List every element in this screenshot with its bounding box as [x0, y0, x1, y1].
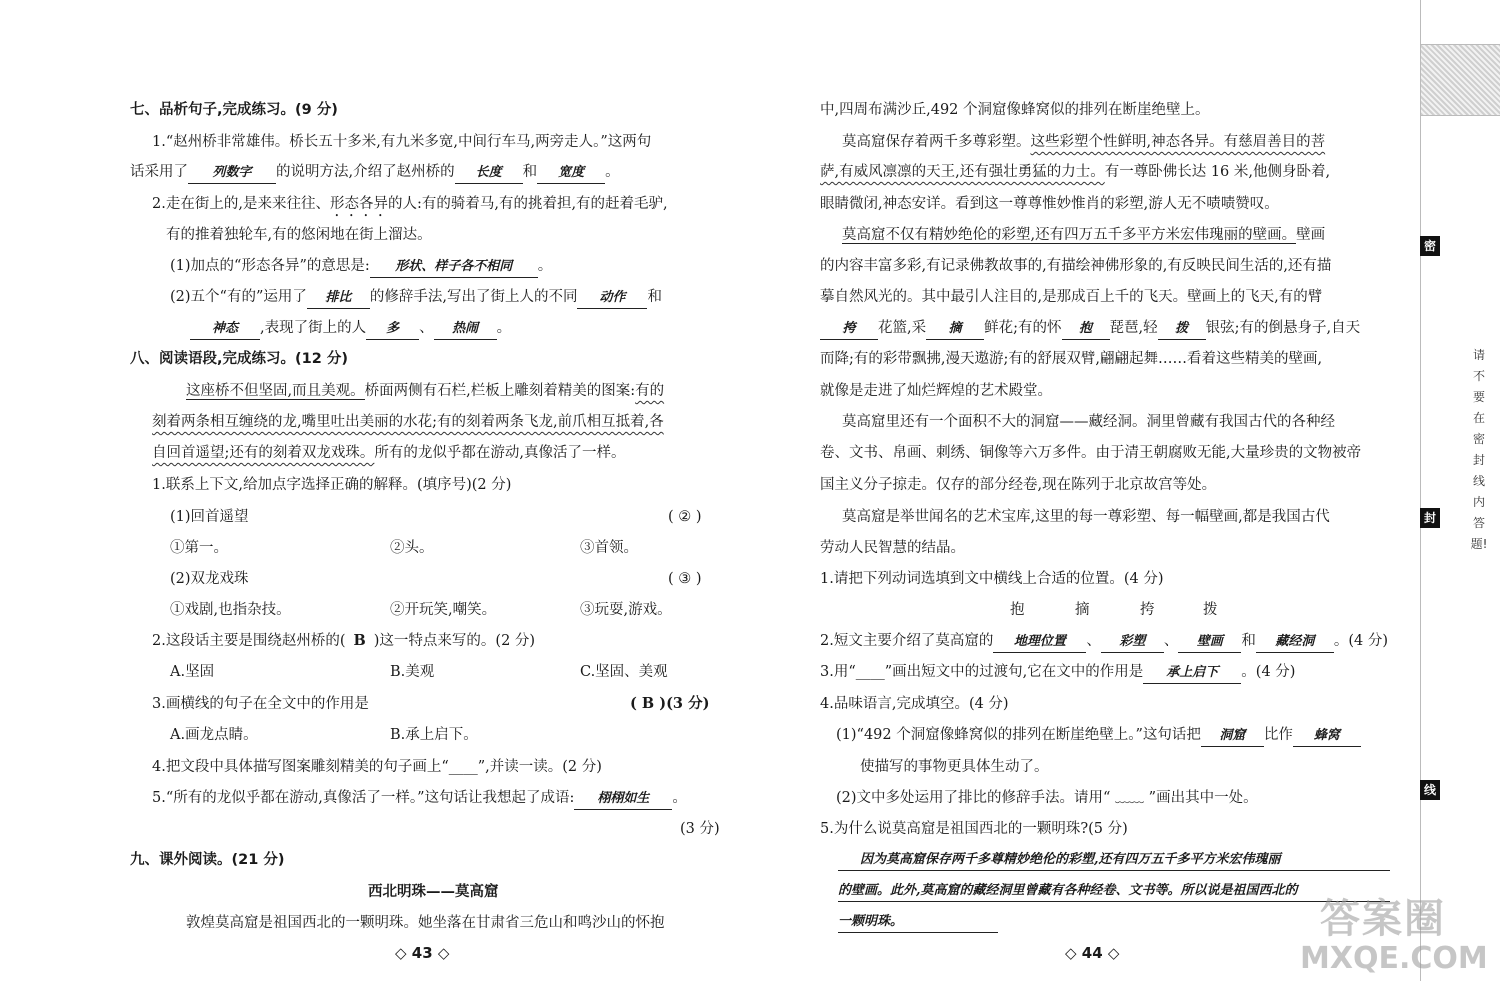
answer-blank: 洞窟 [1201, 726, 1264, 747]
text: 。(4 分) [1333, 633, 1388, 649]
q7-2-1 [170, 256, 552, 278]
article-line [820, 162, 1330, 182]
section-8-title: 八、阅读语段,完成练习。(12 分) [130, 351, 348, 367]
word-option: 挎 [1140, 602, 1155, 618]
seal-mark: 密 [1420, 236, 1440, 256]
option: B.承上启下。 [390, 727, 478, 743]
text: 莫高窟保存着两千多尊彩塑。 [842, 134, 1031, 150]
article-line [820, 318, 1360, 340]
watermark-url: MXQE.COM [1300, 941, 1488, 976]
wavy-underlined-text: 自回首遥望;还有的刻着双龙戏珠。 [152, 445, 375, 461]
answer-blank: 藏经洞 [1256, 632, 1334, 653]
text: 有一尊卧佛长达 16 米,他侧身卧着, [1104, 164, 1331, 180]
q7-1-line1: 1.“赵州桥非常雄伟。桥长五十多米,有九米多宽,中间行车马,两旁走人。”这两句 [152, 134, 652, 150]
answer-blank: 热闹 [434, 319, 497, 340]
binding-sidebar [1420, 0, 1500, 981]
article-line: 莫高窟里还有一个面积不大的洞窟——藏经洞。洞里曾藏有我国古代的各种经 [842, 414, 1335, 430]
text: 3.用“____”画出短文中的过渡句,它在文中的作用是 [820, 664, 1144, 680]
section-9-title: 九、课外阅读。(21 分) [130, 852, 285, 868]
q7-1-line2 [130, 162, 620, 184]
answer: B [353, 632, 366, 649]
text: 壁画 [1296, 227, 1326, 243]
option: ③首领。 [580, 540, 638, 556]
option: A.画龙点睛。 [170, 727, 258, 743]
q8-5 [152, 788, 687, 810]
article-title: 西北明珠——莫高窟 [368, 884, 499, 900]
answer-blank: 抱 [1062, 319, 1110, 340]
q8-1-1: (1)回首遥望 [170, 509, 249, 525]
text: 和 [647, 289, 662, 305]
q8-1-1-answer: ( ② ) [668, 509, 702, 525]
article-line: 就像是走进了灿烂辉煌的艺术殿堂。 [820, 383, 1052, 399]
q8-1-2-answer: ( ③ ) [668, 571, 702, 587]
q5-answer-line2: 的壁画。此外,莫高窟的藏经洞里曾藏有各种经卷、文书等。所以说是祖国西北的 [838, 881, 1390, 902]
text: 所有的龙似乎都在游动,真像活了一样。 [374, 445, 626, 461]
passage-line3 [152, 443, 626, 463]
article-line: 的内容丰富多彩,有记录佛教故事的,有描绘神佛形象的,有反映民间生活的,还有描 [820, 258, 1332, 274]
text: 花篮,采 [878, 320, 927, 336]
option: ②开玩笑,嘲笑。 [390, 602, 497, 618]
q7-2-2-line2 [190, 318, 511, 340]
answer-blank: 形状、样子各不相同 [370, 257, 538, 278]
q8-3-answer: ( B )(3 分) [630, 695, 710, 712]
article-line: 卷、文书、帛画、刺绣、铜像等六万多件。由于清王朝腐败无能,大量珍贵的文物被帝 [820, 445, 1362, 461]
q8-2 [152, 631, 535, 651]
option: ②头。 [390, 540, 434, 556]
text: (1)“492 个洞窟像蜂窝似的排列在断崖绝壁上。”这句话把 [836, 727, 1201, 743]
q4: 4.品味语言,完成填空。(4 分) [820, 696, 1009, 712]
article-line: 眼睛微闭,神态安详。看到这一尊尊惟妙惟肖的彩塑,游人无不啧啧赞叹。 [820, 196, 1279, 212]
text: 。 [496, 320, 512, 336]
q1: 1.请把下列动词选填到文中横线上合适的位置。(4 分) [820, 571, 1164, 587]
page-number: ◇ 44 ◇ [1065, 944, 1120, 962]
q2 [820, 631, 1388, 653]
watermark [1240, 881, 1500, 981]
text: 。(4 分) [1241, 664, 1296, 680]
answer-blank: 列数字 [188, 163, 276, 184]
q7-2-line1 [152, 194, 668, 220]
word-option: 抱 [1010, 602, 1025, 618]
text: 。 [672, 790, 687, 806]
answer-blank: 挎 [820, 319, 878, 340]
text: ,表现了街上的人 [260, 320, 367, 336]
article-line: 而降;有的彩带飘拂,漫天遨游;有的舒展双臂,翩翩起舞……看着这些精美的壁画, [820, 351, 1323, 367]
text: 比作 [1263, 727, 1293, 743]
watermark-logo-text: 答案圈 [1320, 896, 1446, 942]
text: 、 [1163, 633, 1179, 649]
answer-blank: 地理位置 [993, 632, 1086, 653]
text: (1)加点的“形态各异”的意思是: [170, 258, 370, 274]
text: 的人:有的骑着马,有的挑着担,有的赶着毛驴, [387, 196, 668, 212]
text: 银弦;有的倒悬身子,自天 [1205, 320, 1361, 336]
text: 、 [1086, 633, 1101, 649]
answer-blank: 壁画 [1178, 632, 1241, 653]
word-option: 拨 [1203, 602, 1218, 618]
text: 桥面两侧有石栏,栏板上雕刻着精美的图案: [364, 383, 636, 399]
passage-line1 [186, 381, 664, 401]
option: ③玩耍,游戏。 [580, 602, 672, 618]
text: 和 [1241, 633, 1256, 649]
answer-blank: 摘 [926, 319, 984, 340]
q5-answer-line1: 因为莫高窟保存两千多尊精妙绝伦的彩塑,还有四万五千多平方米宏伟瑰丽 [838, 850, 1390, 871]
answer-blank: 拨 [1158, 319, 1206, 340]
q7-2-2-line1 [170, 287, 662, 309]
article-line: 劳动人民智慧的结晶。 [820, 540, 965, 556]
text: )这一特点来写的。(2 分) [373, 633, 536, 649]
text: 5.“所有的龙似乎都在游动,真像活了一样。”这句话让我想起了成语: [152, 790, 575, 806]
article-line: 国主义分子掠走。仅存的部分经卷,现在陈列于北京故宫等处。 [820, 477, 1217, 493]
q4-1-cont: 使描写的事物更具体生动了。 [860, 759, 1049, 775]
answer-blank: 宽度 [537, 163, 605, 184]
text: 鲜花;有的怀 [984, 320, 1062, 336]
article-line: 莫高窟是举世闻名的艺术宝库,这里的每一尊彩塑、每一幅壁画,都是我国古代 [842, 509, 1330, 525]
option: ①第一。 [170, 540, 228, 556]
text: 琵琶,轻 [1109, 320, 1158, 336]
text: (2)五个“有的”运用了 [170, 289, 307, 305]
text: 。 [537, 258, 553, 274]
article-line: 摹自然风光的。其中最引人注目的,是那成百上千的飞天。壁画上的飞天,有的臂 [820, 289, 1323, 305]
q3 [820, 662, 1295, 684]
q5-answer-line3: 一颗明珠。 [838, 912, 998, 933]
binding-rule [1420, 0, 1421, 981]
wavy-underlined-text: 有的 [635, 383, 665, 399]
text: 的修辞手法,写出了街上人的不同 [369, 289, 578, 305]
q8-3: 3.画横线的句子在全文中的作用是 [152, 696, 369, 712]
text: 2.这段话主要是围绕赵州桥的( [152, 633, 346, 649]
q4-2: (2)文中多处运用了排比的修辞手法。请用“ ﹏﹏ ”画出其中一处。 [836, 790, 1258, 806]
article-line: 中,四周布满沙丘,492 个洞窟像蜂窝似的排列在断崖绝壁上。 [820, 102, 1210, 118]
q8-4: 4.把文段中具体描写图案雕刻精美的句子画上“____”,并读一读。(2 分) [152, 759, 602, 775]
text: 2.走在街上的,是来来往往、 [152, 196, 330, 212]
underlined-sentence: 莫高窟不仅有精妙绝伦的彩塑,还有四万五千多平方米宏伟瑰丽的壁画。 [842, 227, 1297, 243]
q7-2-line2: 有的推着独轮车,有的悠闲地在街上溜达。 [166, 227, 432, 243]
text: 话采用了 [130, 164, 188, 180]
underlined-sentence: 这座桥不但坚固,而且美观。 [186, 383, 365, 399]
option: B.美观 [390, 664, 435, 680]
q8-1-2: (2)双龙戏珠 [170, 571, 249, 587]
notice-vertical-text: 请不要在密封线内答题! [1470, 348, 1488, 551]
page-number: ◇ 43 ◇ [395, 944, 450, 962]
answer-blank: 排比 [307, 288, 370, 309]
text: 、 [419, 320, 434, 336]
pattern-block [1420, 44, 1500, 116]
article-line [842, 132, 1325, 152]
wavy-underlined-text: 刻着两条相互缠绕的龙,嘴里吐出美丽的水花;有的刻着两条飞龙,前爪相互抵着,各 [152, 414, 664, 430]
answer-blank: 动作 [577, 288, 647, 309]
seal-mark: 线 [1420, 780, 1440, 800]
answer-blank: 多 [366, 319, 419, 340]
text: 的说明方法,介绍了赵州桥的 [276, 164, 455, 180]
wavy-underlined-text: 这些彩塑个性鲜明,神态各异。有慈眉善目的菩 [1030, 134, 1326, 150]
option: C.坚固、美观 [580, 664, 668, 680]
q4-1 [836, 725, 1361, 747]
answer-blank: 长度 [455, 163, 523, 184]
text: 。 [605, 164, 620, 180]
wavy-underlined-text: 萨,有威风凛凛的天王,还有强壮勇猛的力士。 [820, 164, 1105, 180]
section-7-title: 七、品析句子,完成练习。(9 分) [130, 102, 338, 118]
passage-line2 [152, 412, 664, 432]
option: A.坚固 [170, 664, 215, 680]
dotted-phrase: 形态各异 [329, 196, 388, 212]
article-line [842, 225, 1325, 245]
answer-blank: 栩栩如生 [574, 789, 672, 810]
article-line1: 敦煌莫高窟是祖国西北的一颗明珠。她坐落在甘肃省三危山和鸣沙山的怀抱 [186, 915, 665, 931]
answer-blank: 蜂窝 [1293, 726, 1361, 747]
word-option: 摘 [1075, 602, 1090, 618]
answer-blank: 彩塑 [1101, 632, 1164, 653]
answer-blank: 神态 [190, 319, 260, 340]
answer-blank: 承上启下 [1143, 663, 1241, 684]
q5: 5.为什么说莫高窟是祖国西北的一颗明珠?(5 分) [820, 821, 1128, 837]
text: 2.短文主要介绍了莫高窟的 [820, 633, 994, 649]
option: ①戏剧,也指杂技。 [170, 602, 291, 618]
text: 和 [522, 164, 538, 180]
seal-mark: 封 [1420, 508, 1440, 528]
q8-1: 1.联系上下文,给加点字选择正确的解释。(填序号)(2 分) [152, 477, 512, 493]
right-page [760, 0, 1420, 981]
q8-5-score: (3 分) [680, 821, 720, 837]
